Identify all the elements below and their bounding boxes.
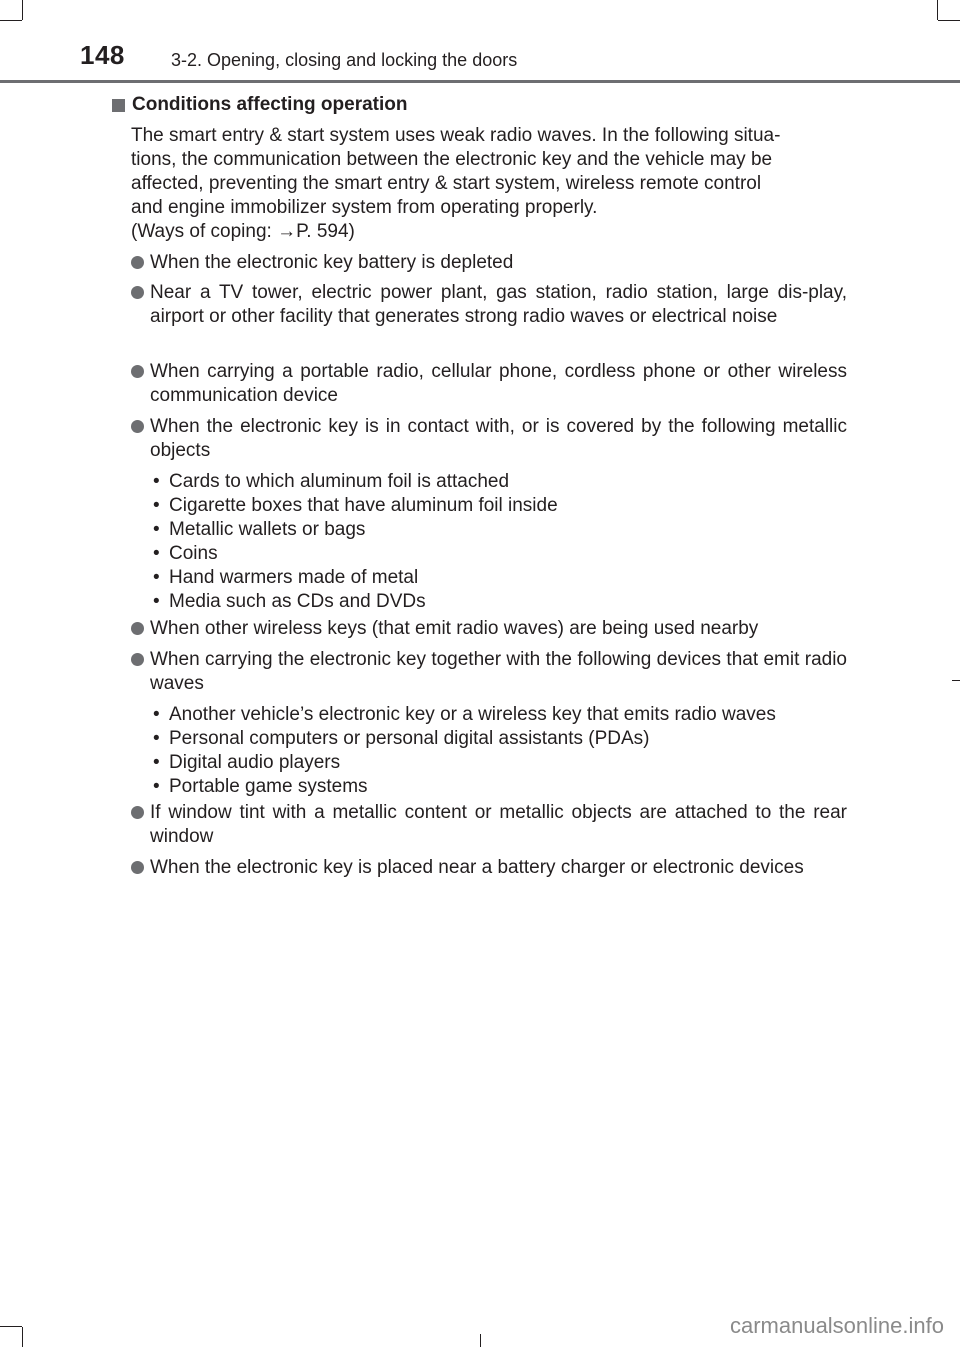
sub-list-item (147, 518, 847, 542)
sub-list-item (147, 470, 847, 494)
list-item (131, 415, 847, 463)
sub-list-item-text: Digital audio players (169, 752, 341, 773)
radio-devices-list (147, 703, 847, 799)
intro-line: and engine immobilizer system from operating properly. (131, 197, 598, 218)
header-rule (0, 80, 960, 83)
circle-bullet-icon (131, 365, 144, 378)
section-heading-text: Conditions affecting operation (132, 94, 408, 115)
list-item-text: When the electronic key is in contact with, or is covered by the following metallic objects (150, 416, 847, 461)
circle-bullet-icon (131, 653, 144, 666)
sub-list-item (147, 566, 847, 590)
intro-paragraph (131, 124, 847, 244)
crop-mark (480, 1334, 481, 1347)
list-item (131, 856, 847, 880)
dot-bullet-icon: • (153, 776, 160, 797)
sub-list-item (147, 494, 847, 518)
site-watermark: carmanualsonline.info (729, 1313, 944, 1338)
dot-bullet-icon: • (153, 591, 160, 612)
sub-list-item-text: Another vehicle’s electronic key or a wireless key that emits radio waves (169, 704, 776, 725)
list-item (131, 281, 847, 329)
circle-bullet-icon (131, 622, 144, 635)
circle-bullet-icon (131, 286, 144, 299)
sub-list-item-text: Cards to which aluminum foil is attached (169, 471, 510, 492)
intro-line: The smart entry & start system uses weak radio waves. In the following situa- (131, 125, 781, 146)
list-item-text: When carrying the electronic key together with the following devices that emit radio waves (150, 649, 847, 694)
sub-list-item-text: Personal computers or personal digital assistants (PDAs) (169, 728, 650, 749)
dot-bullet-icon: • (153, 728, 160, 749)
circle-bullet-icon (131, 861, 144, 874)
page-header (0, 0, 960, 84)
crop-mark (22, 1327, 23, 1347)
sub-list-item-text: Hand warmers made of metal (169, 567, 419, 588)
dot-bullet-icon: • (153, 471, 160, 492)
list-item-text: Near a TV tower, electric power plant, gas station, radio station, large dis-play, airport or other facility that generates strong radio waves or electrical noise (150, 282, 847, 327)
sub-list-item-text: Metallic wallets or bags (169, 519, 366, 540)
list-item-text: When the electronic key is placed near a battery charger or electronic devices (150, 857, 804, 878)
list-item-text: When carrying a portable radio, cellular phone, cordless phone or other wireless communication device (150, 361, 847, 406)
list-item (131, 251, 847, 275)
sub-list-item (147, 590, 847, 614)
sub-list-item-text: Coins (169, 543, 218, 564)
sub-list-item (147, 542, 847, 566)
dot-bullet-icon: • (153, 543, 160, 564)
sub-list-item-text: Portable game systems (169, 776, 368, 797)
sub-list-item (147, 727, 847, 751)
metallic-objects-list (147, 470, 847, 614)
dot-bullet-icon: • (153, 495, 160, 516)
list-item (131, 648, 847, 696)
list-item (131, 801, 847, 849)
list-item-text: When the electronic key battery is depleted (150, 252, 514, 273)
circle-bullet-icon (131, 256, 144, 269)
circle-bullet-icon (131, 420, 144, 433)
intro-line: tions, the communication between the electronic key and the vehicle may be (131, 149, 773, 170)
section-heading (112, 94, 408, 116)
circle-bullet-icon (131, 806, 144, 819)
sub-list-item-text: Media such as CDs and DVDs (169, 591, 426, 612)
list-item-text: If window tint with a metallic content or metallic objects are attached to the rear window (150, 802, 847, 847)
crop-mark (952, 680, 960, 681)
sub-list-item (147, 703, 847, 727)
list-item (131, 617, 847, 641)
page-number: 148 (80, 40, 125, 70)
chapter-title: 3-2. Opening, closing and locking the doors (171, 50, 518, 70)
intro-line: affected, preventing the smart entry & start system, wireless remote control (131, 173, 762, 194)
sub-list-item (147, 775, 847, 799)
dot-bullet-icon: • (153, 519, 160, 540)
intro-line-cross-reference: (Ways of coping: →P. 594) (131, 221, 355, 242)
square-bullet-icon (112, 99, 125, 112)
list-item (131, 360, 847, 408)
list-item-text: When other wireless keys (that emit radio waves) are being used nearby (150, 618, 759, 639)
sub-list-item-text: Cigarette boxes that have aluminum foil inside (169, 495, 558, 516)
sub-list-item (147, 751, 847, 775)
crop-mark (0, 1326, 22, 1327)
dot-bullet-icon: • (153, 704, 160, 725)
dot-bullet-icon: • (153, 567, 160, 588)
dot-bullet-icon: • (153, 752, 160, 773)
